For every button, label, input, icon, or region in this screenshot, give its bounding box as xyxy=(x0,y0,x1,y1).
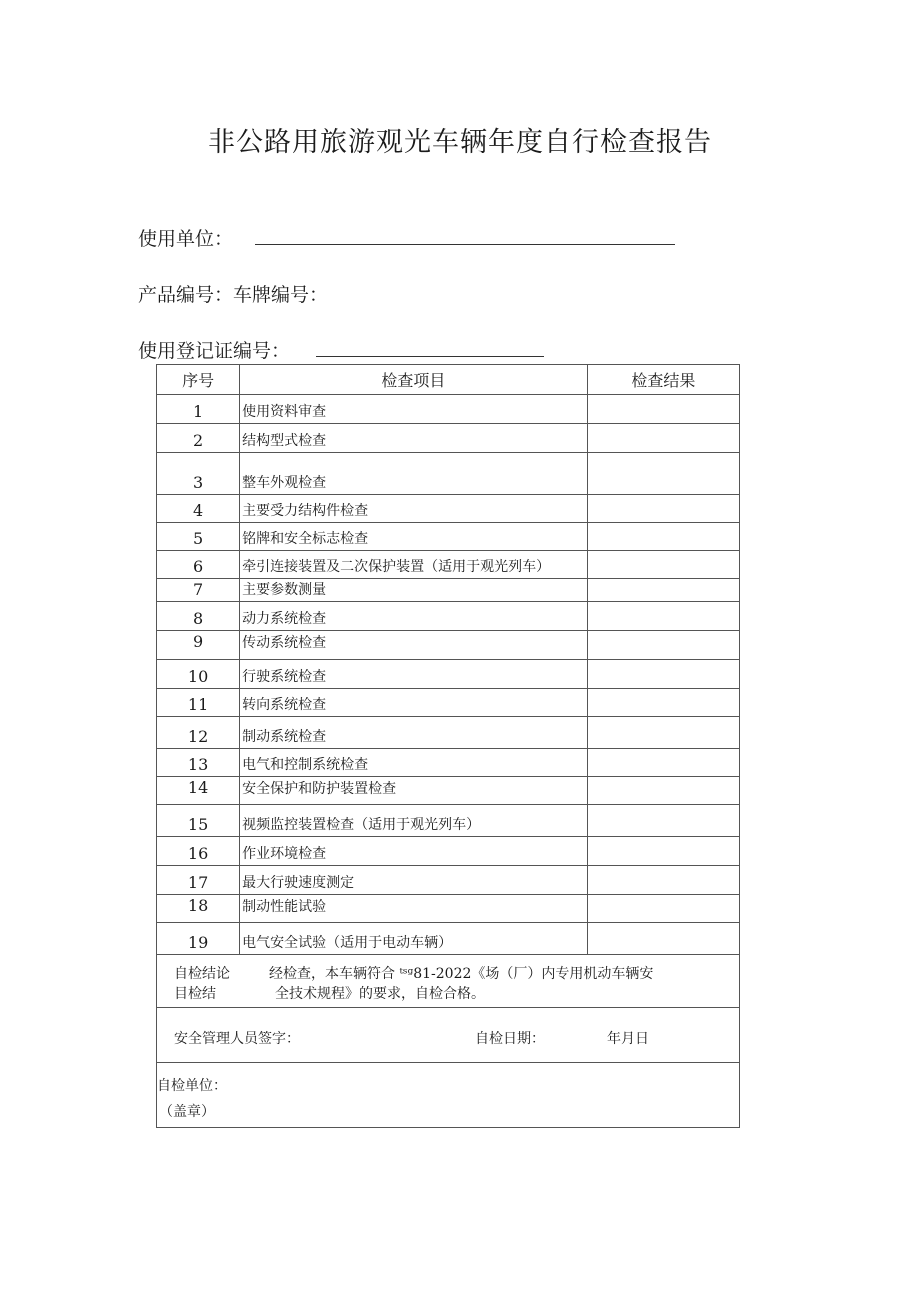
row-no: 10 xyxy=(157,660,240,689)
row-result-cell[interactable] xyxy=(587,551,739,579)
row-result-cell[interactable] xyxy=(587,495,739,523)
row-no: 2 xyxy=(157,424,240,453)
row-no: 14 xyxy=(157,777,240,805)
row-result-cell[interactable] xyxy=(587,631,739,660)
row-no: 11 xyxy=(157,689,240,717)
table-row xyxy=(157,495,740,523)
header-item: 检查项目 xyxy=(240,365,588,395)
signature-cell[interactable] xyxy=(157,1008,740,1063)
table-row xyxy=(157,749,740,777)
row-no: 18 xyxy=(157,895,240,923)
row-no: 9 xyxy=(157,631,240,660)
product-number-field xyxy=(138,280,328,307)
row-item: 电气安全试验（适用于电动车辆） xyxy=(240,923,588,955)
user-unit-field xyxy=(138,224,675,251)
header-no: 序号 xyxy=(157,365,240,395)
row-result-cell[interactable] xyxy=(587,866,739,895)
row-item: 整车外观检查 xyxy=(240,453,588,495)
row-item: 主要受力结构件检查 xyxy=(240,495,588,523)
row-item: 安全保护和防护装置检查 xyxy=(240,777,588,805)
conclusion-cell xyxy=(157,955,740,1008)
unit-cell[interactable] xyxy=(157,1063,740,1128)
row-result-cell[interactable] xyxy=(587,749,739,777)
user-unit-underline[interactable] xyxy=(255,226,675,245)
row-item: 转向系统检查 xyxy=(240,689,588,717)
inspection-date-label: 自检日期： xyxy=(475,1030,545,1046)
unit-row xyxy=(157,1063,740,1128)
row-result-cell[interactable] xyxy=(587,424,739,453)
table-row xyxy=(157,631,740,660)
row-no: 13 xyxy=(157,749,240,777)
table-row xyxy=(157,602,740,631)
user-unit-label: 使用单位： xyxy=(138,228,234,250)
inspection-date-value: 年月日 xyxy=(607,1030,649,1046)
seal-label: （盖章） xyxy=(159,1103,215,1119)
header-result: 检查结果 xyxy=(587,365,739,395)
row-no: 5 xyxy=(157,523,240,551)
table-row xyxy=(157,837,740,866)
row-result-cell[interactable] xyxy=(587,453,739,495)
row-no: 17 xyxy=(157,866,240,895)
conclusion-row xyxy=(157,955,740,1008)
registration-number-field xyxy=(138,336,544,363)
row-result-cell[interactable] xyxy=(587,895,739,923)
row-result-cell[interactable] xyxy=(587,717,739,749)
table-row xyxy=(157,424,740,453)
row-item: 使用资料审查 xyxy=(240,395,588,424)
table-row xyxy=(157,866,740,895)
row-result-cell[interactable] xyxy=(587,689,739,717)
conclusion-text-line1: 经检查，本车辆符合 ᵗˢᵍ81-2022《场（厂）内专用机动车辆安 xyxy=(269,966,654,982)
table-row xyxy=(157,579,740,602)
table-row xyxy=(157,805,740,837)
row-result-cell[interactable] xyxy=(587,837,739,866)
registration-number-underline[interactable] xyxy=(316,338,544,357)
row-item: 电气和控制系统检查 xyxy=(240,749,588,777)
row-item: 传动系统检查 xyxy=(240,631,588,660)
table-row xyxy=(157,777,740,805)
safety-manager-signature-label: 安全管理人员签字： xyxy=(174,1030,300,1046)
conclusion-text-line2: 全技术规程》的要求，自检合格。 xyxy=(275,986,485,1002)
row-result-cell[interactable] xyxy=(587,660,739,689)
table-row xyxy=(157,923,740,955)
row-no: 4 xyxy=(157,495,240,523)
signature-row xyxy=(157,1008,740,1063)
page-title: 非公路用旅游观光车辆年度自行检查报告 xyxy=(208,127,712,158)
inspection-unit-label: 自检单位： xyxy=(157,1077,227,1093)
row-item: 作业环境检查 xyxy=(240,837,588,866)
row-result-cell[interactable] xyxy=(587,805,739,837)
conclusion-label: 自检结论 xyxy=(174,966,230,982)
row-item: 最大行驶速度测定 xyxy=(240,866,588,895)
table-row xyxy=(157,895,740,923)
inspection-table xyxy=(156,364,740,1128)
row-item: 视频监控装置检查（适用于观光列车） xyxy=(240,805,588,837)
row-result-cell[interactable] xyxy=(587,777,739,805)
row-item: 制动系统检查 xyxy=(240,717,588,749)
row-no: 15 xyxy=(157,805,240,837)
table-row xyxy=(157,453,740,495)
table-row xyxy=(157,717,740,749)
row-no: 3 xyxy=(157,453,240,495)
table-row xyxy=(157,395,740,424)
row-result-cell[interactable] xyxy=(587,923,739,955)
row-item: 动力系统检查 xyxy=(240,602,588,631)
table-row xyxy=(157,551,740,579)
row-item: 制动性能试验 xyxy=(240,895,588,923)
row-no: 16 xyxy=(157,837,240,866)
conclusion-label-2: 目检结 xyxy=(174,986,216,1002)
row-no: 1 xyxy=(157,395,240,424)
row-result-cell[interactable] xyxy=(587,395,739,424)
row-item: 结构型式检查 xyxy=(240,424,588,453)
row-no: 7 xyxy=(157,579,240,602)
row-item: 铭牌和安全标志检查 xyxy=(240,523,588,551)
table-row xyxy=(157,660,740,689)
row-item: 牵引连接装置及二次保护装置（适用于观光列车） xyxy=(240,551,588,579)
row-item: 行驶系统检查 xyxy=(240,660,588,689)
row-result-cell[interactable] xyxy=(587,523,739,551)
product-number-label: 产品编号：车牌编号： xyxy=(138,284,329,306)
row-no: 6 xyxy=(157,551,240,579)
table-header-row xyxy=(157,365,740,395)
table-row xyxy=(157,523,740,551)
row-no: 8 xyxy=(157,602,240,631)
row-no: 12 xyxy=(157,717,240,749)
registration-number-label: 使用登记证编号： xyxy=(138,340,291,362)
table-row xyxy=(157,689,740,717)
row-item: 主要参数测量 xyxy=(240,579,588,602)
row-no: 19 xyxy=(157,923,240,955)
row-result-cell[interactable] xyxy=(587,602,739,631)
row-result-cell[interactable] xyxy=(587,579,739,602)
